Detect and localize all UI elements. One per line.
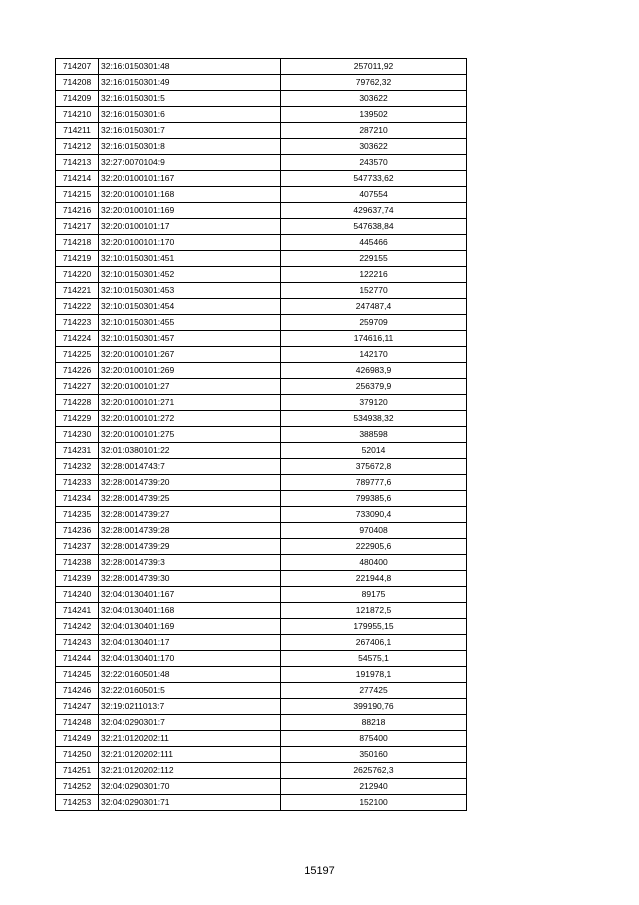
- table-row: [56, 251, 467, 267]
- table-row: [56, 731, 467, 747]
- table-row: [56, 507, 467, 523]
- cadastral-number-cell: 32:04:0130401:17: [99, 635, 281, 651]
- cadastral-number-cell: 32:28:0014743:7: [99, 459, 281, 475]
- table-row: [56, 427, 467, 443]
- cadastral-number-cell: 32:28:0014739:20: [99, 475, 281, 491]
- row-id-cell: 714210: [56, 107, 99, 123]
- value-cell: 303622: [281, 91, 467, 107]
- value-cell: 303622: [281, 139, 467, 155]
- value-cell: 88218: [281, 715, 467, 731]
- table-row: [56, 619, 467, 635]
- cadastral-number-cell: 32:04:0130401:167: [99, 587, 281, 603]
- value-cell: 54575,1: [281, 651, 467, 667]
- value-cell: 799385,6: [281, 491, 467, 507]
- cadastral-number-cell: 32:21:0120202:111: [99, 747, 281, 763]
- value-cell: 243570: [281, 155, 467, 171]
- cadastral-number-cell: 32:28:0014739:3: [99, 555, 281, 571]
- value-cell: 79762,32: [281, 75, 467, 91]
- row-id-cell: 714248: [56, 715, 99, 731]
- row-id-cell: 714237: [56, 539, 99, 555]
- row-id-cell: 714217: [56, 219, 99, 235]
- cadastral-number-cell: 32:04:0290301:71: [99, 795, 281, 811]
- cadastral-number-cell: 32:22:0160501:48: [99, 667, 281, 683]
- value-cell: 480400: [281, 555, 467, 571]
- data-table: [55, 58, 467, 811]
- row-id-cell: 714244: [56, 651, 99, 667]
- row-id-cell: 714228: [56, 395, 99, 411]
- table-row: [56, 699, 467, 715]
- value-cell: 212940: [281, 779, 467, 795]
- cadastral-number-cell: 32:28:0014739:27: [99, 507, 281, 523]
- table-row: [56, 715, 467, 731]
- table-row: [56, 219, 467, 235]
- row-id-cell: 714253: [56, 795, 99, 811]
- table-row: [56, 139, 467, 155]
- cadastral-number-cell: 32:10:0150301:455: [99, 315, 281, 331]
- cadastral-number-cell: 32:28:0014739:28: [99, 523, 281, 539]
- row-id-cell: 714247: [56, 699, 99, 715]
- value-cell: 379120: [281, 395, 467, 411]
- table-row: [56, 651, 467, 667]
- value-cell: 547638,84: [281, 219, 467, 235]
- table-row: [56, 107, 467, 123]
- row-id-cell: 714216: [56, 203, 99, 219]
- cadastral-number-cell: 32:04:0130401:168: [99, 603, 281, 619]
- row-id-cell: 714230: [56, 427, 99, 443]
- value-cell: 547733,62: [281, 171, 467, 187]
- table-row: [56, 683, 467, 699]
- table-row: [56, 491, 467, 507]
- table-row: [56, 347, 467, 363]
- table-row: [56, 59, 467, 75]
- row-id-cell: 714234: [56, 491, 99, 507]
- table-row: [56, 123, 467, 139]
- row-id-cell: 714223: [56, 315, 99, 331]
- value-cell: 733090,4: [281, 507, 467, 523]
- table-row: [56, 171, 467, 187]
- value-cell: 222905,6: [281, 539, 467, 555]
- row-id-cell: 714232: [56, 459, 99, 475]
- row-id-cell: 714224: [56, 331, 99, 347]
- cadastral-number-cell: 32:20:0100101:17: [99, 219, 281, 235]
- row-id-cell: 714250: [56, 747, 99, 763]
- table-row: [56, 155, 467, 171]
- cadastral-number-cell: 32:20:0100101:27: [99, 379, 281, 395]
- row-id-cell: 714214: [56, 171, 99, 187]
- row-id-cell: 714207: [56, 59, 99, 75]
- page-number: 15197: [304, 865, 335, 877]
- cadastral-number-cell: 32:16:0150301:48: [99, 59, 281, 75]
- row-id-cell: 714211: [56, 123, 99, 139]
- row-id-cell: 714238: [56, 555, 99, 571]
- table-row: [56, 475, 467, 491]
- row-id-cell: 714231: [56, 443, 99, 459]
- row-id-cell: 714242: [56, 619, 99, 635]
- cadastral-number-cell: 32:16:0150301:7: [99, 123, 281, 139]
- value-cell: 247487,4: [281, 299, 467, 315]
- cadastral-number-cell: 32:20:0100101:170: [99, 235, 281, 251]
- row-id-cell: 714241: [56, 603, 99, 619]
- cadastral-number-cell: 32:21:0120202:11: [99, 731, 281, 747]
- table-row: [56, 667, 467, 683]
- table-row: [56, 603, 467, 619]
- table-row: [56, 747, 467, 763]
- row-id-cell: 714221: [56, 283, 99, 299]
- row-id-cell: 714219: [56, 251, 99, 267]
- cadastral-number-cell: 32:10:0150301:451: [99, 251, 281, 267]
- value-cell: 122216: [281, 267, 467, 283]
- row-id-cell: 714208: [56, 75, 99, 91]
- cadastral-number-cell: 32:20:0100101:267: [99, 347, 281, 363]
- cadastral-number-cell: 32:22:0160501:5: [99, 683, 281, 699]
- table-row: [56, 235, 467, 251]
- table-row: [56, 587, 467, 603]
- cadastral-number-cell: 32:16:0150301:49: [99, 75, 281, 91]
- value-cell: 152100: [281, 795, 467, 811]
- cadastral-number-cell: 32:04:0290301:70: [99, 779, 281, 795]
- table-row: [56, 555, 467, 571]
- cadastral-number-cell: 32:28:0014739:29: [99, 539, 281, 555]
- cadastral-number-cell: 32:27:0070104:9: [99, 155, 281, 171]
- table-row: [56, 763, 467, 779]
- table-row: [56, 331, 467, 347]
- table-row: [56, 187, 467, 203]
- cadastral-number-cell: 32:10:0150301:452: [99, 267, 281, 283]
- row-id-cell: 714251: [56, 763, 99, 779]
- cadastral-number-cell: 32:20:0100101:272: [99, 411, 281, 427]
- table-row: [56, 283, 467, 299]
- value-cell: 139502: [281, 107, 467, 123]
- row-id-cell: 714225: [56, 347, 99, 363]
- table-row: [56, 91, 467, 107]
- value-cell: 388598: [281, 427, 467, 443]
- cadastral-number-cell: 32:20:0100101:271: [99, 395, 281, 411]
- cadastral-number-cell: 32:01:0380101:22: [99, 443, 281, 459]
- cadastral-number-cell: 32:10:0150301:454: [99, 299, 281, 315]
- table-row: [56, 363, 467, 379]
- row-id-cell: 714235: [56, 507, 99, 523]
- cadastral-number-cell: 32:10:0150301:453: [99, 283, 281, 299]
- cadastral-number-cell: 32:16:0150301:6: [99, 107, 281, 123]
- cadastral-number-cell: 32:20:0100101:275: [99, 427, 281, 443]
- row-id-cell: 714209: [56, 91, 99, 107]
- cadastral-number-cell: 32:04:0130401:169: [99, 619, 281, 635]
- table-row: [56, 795, 467, 811]
- table-row: [56, 539, 467, 555]
- cadastral-number-cell: 32:20:0100101:269: [99, 363, 281, 379]
- value-cell: 789777,6: [281, 475, 467, 491]
- table-row: [56, 75, 467, 91]
- row-id-cell: 714233: [56, 475, 99, 491]
- table-row: [56, 459, 467, 475]
- row-id-cell: 714239: [56, 571, 99, 587]
- cadastral-number-cell: 32:20:0100101:167: [99, 171, 281, 187]
- table-row: [56, 635, 467, 651]
- cadastral-number-cell: 32:04:0290301:7: [99, 715, 281, 731]
- row-id-cell: 714249: [56, 731, 99, 747]
- table-row: [56, 267, 467, 283]
- cadastral-number-cell: 32:28:0014739:30: [99, 571, 281, 587]
- table-row: [56, 523, 467, 539]
- value-cell: 259709: [281, 315, 467, 331]
- value-cell: 2625762,3: [281, 763, 467, 779]
- table-body: [56, 59, 467, 811]
- cadastral-number-cell: 32:20:0100101:169: [99, 203, 281, 219]
- table-row: [56, 315, 467, 331]
- value-cell: 277425: [281, 683, 467, 699]
- cadastral-number-cell: 32:28:0014739:25: [99, 491, 281, 507]
- value-cell: 426983,9: [281, 363, 467, 379]
- cadastral-number-cell: 32:10:0150301:457: [99, 331, 281, 347]
- value-cell: 429637,74: [281, 203, 467, 219]
- table-row: [56, 379, 467, 395]
- cadastral-number-cell: 32:19:0211013:7: [99, 699, 281, 715]
- row-id-cell: 714226: [56, 363, 99, 379]
- value-cell: 257011,92: [281, 59, 467, 75]
- cadastral-number-cell: 32:21:0120202:112: [99, 763, 281, 779]
- table-row: [56, 779, 467, 795]
- row-id-cell: 714236: [56, 523, 99, 539]
- value-cell: 970408: [281, 523, 467, 539]
- value-cell: 287210: [281, 123, 467, 139]
- value-cell: 445466: [281, 235, 467, 251]
- value-cell: 121872,5: [281, 603, 467, 619]
- value-cell: 375672,8: [281, 459, 467, 475]
- table-row: [56, 411, 467, 427]
- value-cell: 174616,11: [281, 331, 467, 347]
- row-id-cell: 714220: [56, 267, 99, 283]
- row-id-cell: 714246: [56, 683, 99, 699]
- table-row: [56, 203, 467, 219]
- row-id-cell: 714222: [56, 299, 99, 315]
- row-id-cell: 714229: [56, 411, 99, 427]
- value-cell: 179955,15: [281, 619, 467, 635]
- row-id-cell: 714212: [56, 139, 99, 155]
- table-row: [56, 443, 467, 459]
- value-cell: 191978,1: [281, 667, 467, 683]
- row-id-cell: 714245: [56, 667, 99, 683]
- value-cell: 350160: [281, 747, 467, 763]
- row-id-cell: 714252: [56, 779, 99, 795]
- row-id-cell: 714240: [56, 587, 99, 603]
- value-cell: 142170: [281, 347, 467, 363]
- value-cell: 267406,1: [281, 635, 467, 651]
- value-cell: 89175: [281, 587, 467, 603]
- value-cell: 399190,76: [281, 699, 467, 715]
- value-cell: 152770: [281, 283, 467, 299]
- value-cell: 229155: [281, 251, 467, 267]
- row-id-cell: 714218: [56, 235, 99, 251]
- value-cell: 875400: [281, 731, 467, 747]
- cadastral-number-cell: 32:16:0150301:8: [99, 139, 281, 155]
- value-cell: 534938,32: [281, 411, 467, 427]
- cadastral-number-cell: 32:20:0100101:168: [99, 187, 281, 203]
- cadastral-number-cell: 32:16:0150301:5: [99, 91, 281, 107]
- table-row: [56, 299, 467, 315]
- row-id-cell: 714215: [56, 187, 99, 203]
- row-id-cell: 714213: [56, 155, 99, 171]
- cadastral-number-cell: 32:04:0130401:170: [99, 651, 281, 667]
- value-cell: 407554: [281, 187, 467, 203]
- row-id-cell: 714227: [56, 379, 99, 395]
- value-cell: 221944,8: [281, 571, 467, 587]
- value-cell: 52014: [281, 443, 467, 459]
- row-id-cell: 714243: [56, 635, 99, 651]
- table-row: [56, 571, 467, 587]
- value-cell: 256379,9: [281, 379, 467, 395]
- table-row: [56, 395, 467, 411]
